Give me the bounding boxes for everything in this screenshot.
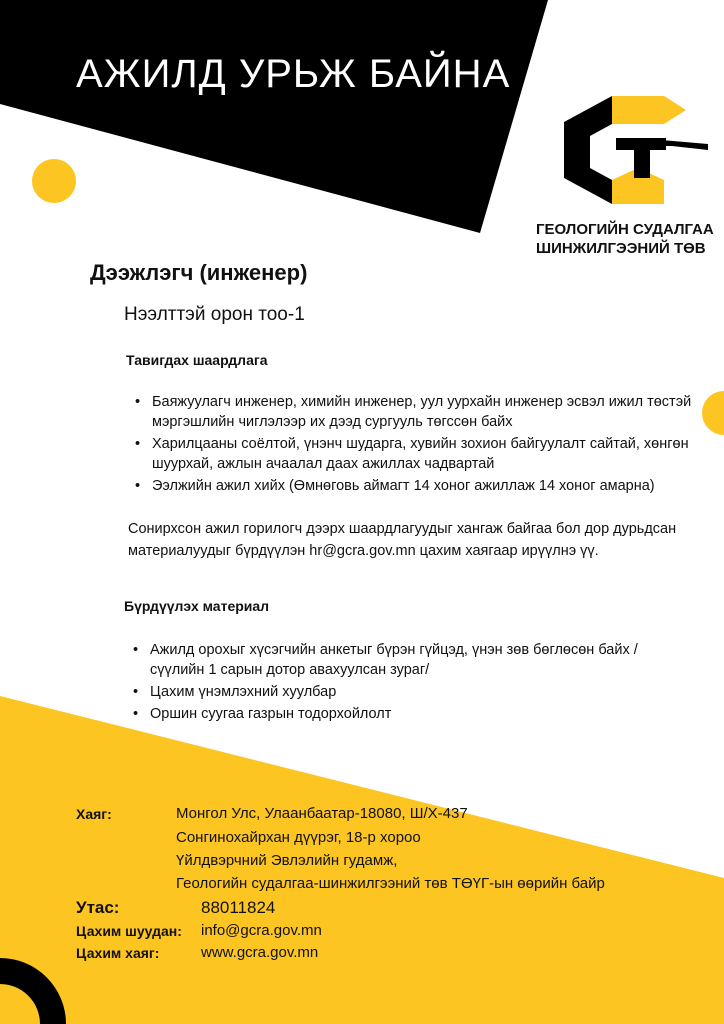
list-item: [150, 640, 650, 680]
list-item-line: Ажилд орохыг хүсэгчийн анкетыг бүрэн гүйцэд, үнэн зөв бөглөсөн байх /: [150, 642, 638, 658]
org-line-2: ШИНЖИЛГЭЭНИЙ ТӨВ: [536, 240, 706, 257]
org-line-1: ГЕОЛОГИЙН СУДАЛГАА: [536, 221, 714, 238]
list-item: • Оршин суугаа газрын тодорхойлолт: [150, 704, 650, 724]
web-label: Цахим хаяг:: [76, 945, 160, 961]
list-item: • Цахим үнэмлэхний хуулбар: [150, 682, 650, 702]
yellow-dot-left: [32, 159, 76, 203]
list-item: • Баяжуулагч инженер, химийн инженер, уул уурхайн инженер эсвэл ижил төстэй мэргэшлийн чиглэлээр их дээд сургууль төгссөн байх: [152, 392, 692, 432]
black-header-banner: [0, 0, 548, 233]
page-title: АЖИЛД УРЬЖ БАЙНА: [76, 52, 511, 96]
list-item: • Ээлжийн ажил хийх (Өмнөговь аймагт 14 хоног ажиллаж 14 хоног амарна): [152, 476, 692, 496]
website-link[interactable]: www.gcra.gov.mn: [201, 944, 319, 961]
job-title: Дээжлэгч (инженер): [90, 260, 308, 285]
address-label: Хаяг:: [76, 806, 112, 822]
vacancy-count: Нээлттэй орон тоо-1: [124, 304, 305, 325]
address-line-2: Сонгинохайрхан дүүрэг, 18-р хороо: [176, 829, 421, 846]
requirements-list: [152, 392, 692, 498]
yellow-dot-right: [702, 391, 724, 435]
email-link[interactable]: info@gcra.gov.mn: [201, 922, 322, 939]
address-line-3: Үйлдвэрчний Эвлэлийн гудамж,: [176, 852, 398, 869]
materials-list: [150, 640, 650, 726]
list-item: • Харилцааны соёлтой, үнэнч шударга, хувийн зохион байгуулалт сайтай, хөнгөн шуурхай, ажлын ачаалал даах ажиллах чадвартай: [152, 434, 692, 474]
email-label: Цахим шуудан:: [76, 923, 182, 939]
requirements-heading: Тавигдах шаардлага: [126, 352, 268, 368]
phone-label: Утас:: [76, 898, 120, 917]
list-item-line: сүүлийн 1 сарын дотор авахуулсан зураг/: [150, 662, 430, 678]
gcra-logo-icon: [560, 94, 710, 206]
application-note: Сонирхсон ажил горилогч дээрх шаардлагуудыг хангаж байгаа бол дор дурьдсан материалуудыг бүрдүүлэн hr@gcra.gov.mn цахим хаягаар ирүүлнэ үү.: [128, 521, 677, 559]
address-line-1: Монгол Улс, Улаанбаатар-18080, Ш/Х-437: [176, 805, 468, 822]
organization-name: [536, 220, 716, 258]
address-line-4: Геологийн судалгаа-шинжилгээний төв ТӨҮГ-ын өөрийн байр: [176, 875, 605, 892]
phone-number: 88011824: [201, 898, 276, 917]
materials-heading: Бүрдүүлэх материал: [124, 598, 270, 614]
